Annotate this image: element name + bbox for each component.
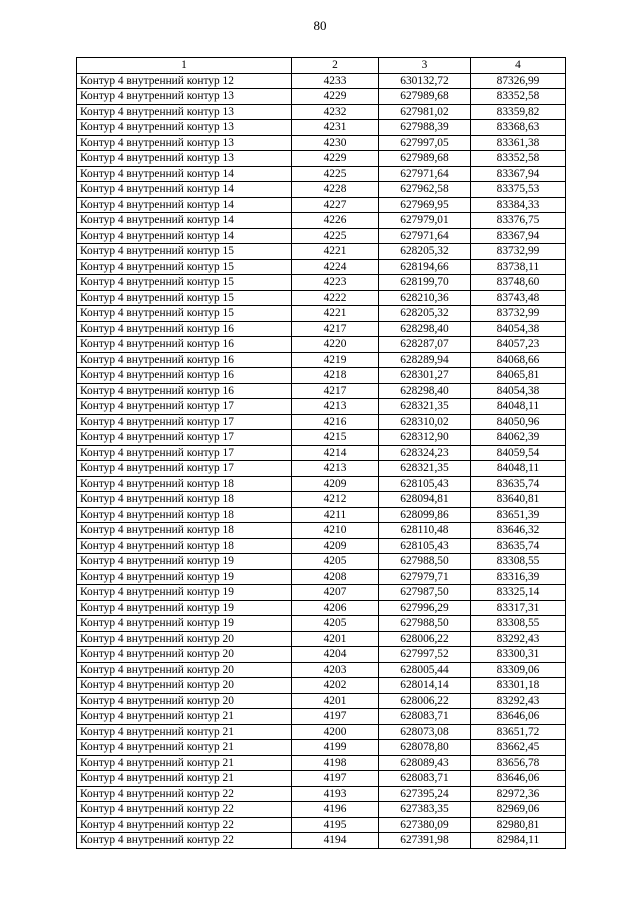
x-coordinate-cell: 627997,05 [379,135,471,151]
y-coordinate-cell: 83352,58 [471,151,566,167]
contour-name-cell: Контур 4 внутренний контур 14 [77,228,292,244]
y-coordinate-cell: 84050,96 [471,414,566,430]
table-row [77,120,566,136]
point-number-cell: 4218 [292,368,379,384]
contour-name-cell: Контур 4 внутренний контур 19 [77,585,292,601]
table-row [77,662,566,678]
contour-name-cell: Контур 4 внутренний контур 16 [77,321,292,337]
point-number-cell: 4221 [292,244,379,260]
y-coordinate-cell: 83384,33 [471,197,566,213]
x-coordinate-cell: 628321,35 [379,399,471,415]
table-row [77,337,566,353]
x-coordinate-cell: 628083,71 [379,709,471,725]
table-row [77,399,566,415]
contour-name-cell: Контур 4 внутренний контур 20 [77,631,292,647]
point-number-cell: 4203 [292,662,379,678]
x-coordinate-cell: 627988,50 [379,554,471,570]
x-coordinate-cell: 628289,94 [379,352,471,368]
contour-name-cell: Контур 4 внутренний контур 17 [77,399,292,415]
contour-name-cell: Контур 4 внутренний контур 15 [77,306,292,322]
point-number-cell: 4194 [292,833,379,849]
x-coordinate-cell: 627988,50 [379,616,471,632]
contour-name-cell: Контур 4 внутренний контур 21 [77,709,292,725]
contour-name-cell: Контур 4 внутренний контур 17 [77,461,292,477]
table-row [77,135,566,151]
column-header-3: 3 [379,58,471,74]
point-number-cell: 4217 [292,321,379,337]
point-number-cell: 4223 [292,275,379,291]
x-coordinate-cell: 628006,22 [379,631,471,647]
y-coordinate-cell: 83309,06 [471,662,566,678]
point-number-cell: 4205 [292,616,379,632]
y-coordinate-cell: 82969,06 [471,802,566,818]
x-coordinate-cell: 628301,27 [379,368,471,384]
y-coordinate-cell: 84059,54 [471,445,566,461]
contour-name-cell: Контур 4 внутренний контур 16 [77,383,292,399]
point-number-cell: 4205 [292,554,379,570]
y-coordinate-cell: 83651,72 [471,724,566,740]
column-header-1: 1 [77,58,292,74]
contour-name-cell: Контур 4 внутренний контур 17 [77,414,292,430]
x-coordinate-cell: 627971,64 [379,228,471,244]
table-row [77,104,566,120]
table-row [77,600,566,616]
contour-name-cell: Контур 4 внутренний контур 14 [77,166,292,182]
table-row [77,228,566,244]
contour-name-cell: Контур 4 внутренний контур 19 [77,600,292,616]
table-row [77,290,566,306]
table-row [77,631,566,647]
y-coordinate-cell: 83743,48 [471,290,566,306]
table-row [77,833,566,849]
x-coordinate-cell: 627989,68 [379,151,471,167]
contour-name-cell: Контур 4 внутренний контур 15 [77,259,292,275]
x-coordinate-cell: 627391,98 [379,833,471,849]
y-coordinate-cell: 84054,38 [471,321,566,337]
point-number-cell: 4208 [292,569,379,585]
y-coordinate-cell: 83367,94 [471,166,566,182]
table-row [77,817,566,833]
contour-name-cell: Контур 4 внутренний контур 18 [77,492,292,508]
y-coordinate-cell: 83646,06 [471,709,566,725]
point-number-cell: 4201 [292,693,379,709]
table-row [77,740,566,756]
table-row [77,616,566,632]
x-coordinate-cell: 628094,81 [379,492,471,508]
contour-name-cell: Контур 4 внутренний контур 21 [77,771,292,787]
point-number-cell: 4213 [292,399,379,415]
contour-name-cell: Контур 4 внутренний контур 16 [77,337,292,353]
contour-name-cell: Контур 4 внутренний контур 15 [77,275,292,291]
contour-name-cell: Контур 4 внутренний контур 20 [77,662,292,678]
table-row [77,213,566,229]
x-coordinate-cell: 628078,80 [379,740,471,756]
y-coordinate-cell: 84054,38 [471,383,566,399]
contour-name-cell: Контур 4 внутренний контур 16 [77,368,292,384]
y-coordinate-cell: 83325,14 [471,585,566,601]
point-number-cell: 4202 [292,678,379,694]
contour-name-cell: Контур 4 внутренний контур 14 [77,182,292,198]
x-coordinate-cell: 627981,02 [379,104,471,120]
x-coordinate-cell: 628205,32 [379,244,471,260]
point-number-cell: 4229 [292,151,379,167]
point-number-cell: 4199 [292,740,379,756]
x-coordinate-cell: 628310,02 [379,414,471,430]
contour-name-cell: Контур 4 внутренний контур 15 [77,290,292,306]
y-coordinate-cell: 83646,06 [471,771,566,787]
y-coordinate-cell: 83651,39 [471,507,566,523]
contour-name-cell: Контур 4 внутренний контур 19 [77,569,292,585]
y-coordinate-cell: 83359,82 [471,104,566,120]
point-number-cell: 4221 [292,306,379,322]
point-number-cell: 4210 [292,523,379,539]
x-coordinate-cell: 627987,50 [379,585,471,601]
x-coordinate-cell: 628083,71 [379,771,471,787]
x-coordinate-cell: 628110,48 [379,523,471,539]
y-coordinate-cell: 87326,99 [471,73,566,89]
y-coordinate-cell: 83376,75 [471,213,566,229]
x-coordinate-cell: 628105,43 [379,476,471,492]
contour-name-cell: Контур 4 внутренний контур 20 [77,678,292,694]
x-coordinate-cell: 628312,90 [379,430,471,446]
point-number-cell: 4232 [292,104,379,120]
y-coordinate-cell: 83732,99 [471,306,566,322]
point-number-cell: 4193 [292,786,379,802]
y-coordinate-cell: 84057,23 [471,337,566,353]
y-coordinate-cell: 83368,63 [471,120,566,136]
x-coordinate-cell: 627962,58 [379,182,471,198]
point-number-cell: 4227 [292,197,379,213]
y-coordinate-cell: 83732,99 [471,244,566,260]
y-coordinate-cell: 83656,78 [471,755,566,771]
table-row [77,368,566,384]
y-coordinate-cell: 83646,32 [471,523,566,539]
contour-name-cell: Контур 4 внутренний контур 21 [77,755,292,771]
table-row [77,709,566,725]
y-coordinate-cell: 82984,11 [471,833,566,849]
contour-name-cell: Контур 4 внутренний контур 12 [77,73,292,89]
table-row [77,771,566,787]
contour-name-cell: Контур 4 внутренний контур 21 [77,740,292,756]
contour-name-cell: Контур 4 внутренний контур 22 [77,786,292,802]
table-row [77,554,566,570]
table-row [77,523,566,539]
x-coordinate-cell: 628321,35 [379,461,471,477]
y-coordinate-cell: 82972,36 [471,786,566,802]
point-number-cell: 4198 [292,755,379,771]
table-row [77,507,566,523]
contour-name-cell: Контур 4 внутренний контур 20 [77,647,292,663]
point-number-cell: 4215 [292,430,379,446]
table-row [77,197,566,213]
y-coordinate-cell: 84048,11 [471,461,566,477]
table-row [77,73,566,89]
x-coordinate-cell: 627383,35 [379,802,471,818]
y-coordinate-cell: 83292,43 [471,693,566,709]
point-number-cell: 4201 [292,631,379,647]
table-row [77,492,566,508]
contour-name-cell: Контур 4 внутренний контур 15 [77,244,292,260]
y-coordinate-cell: 83308,55 [471,616,566,632]
contour-name-cell: Контур 4 внутренний контур 14 [77,213,292,229]
column-header-2: 2 [292,58,379,74]
table-row [77,166,566,182]
table-row [77,383,566,399]
table-row [77,476,566,492]
page-number: 80 [313,18,327,33]
table-row [77,352,566,368]
table-row [77,724,566,740]
x-coordinate-cell: 627979,71 [379,569,471,585]
y-coordinate-cell: 83748,60 [471,275,566,291]
contour-name-cell: Контур 4 внутренний контур 14 [77,197,292,213]
contour-name-cell: Контур 4 внутренний контур 18 [77,523,292,539]
contour-name-cell: Контур 4 внутренний контур 21 [77,724,292,740]
point-number-cell: 4209 [292,538,379,554]
x-coordinate-cell: 628005,44 [379,662,471,678]
contour-name-cell: Контур 4 внутренний контур 18 [77,476,292,492]
y-coordinate-cell: 83635,74 [471,538,566,554]
point-number-cell: 4197 [292,771,379,787]
table-row [77,321,566,337]
point-number-cell: 4219 [292,352,379,368]
point-number-cell: 4230 [292,135,379,151]
point-number-cell: 4200 [292,724,379,740]
x-coordinate-cell: 628194,66 [379,259,471,275]
point-number-cell: 4212 [292,492,379,508]
x-coordinate-cell: 627989,68 [379,89,471,105]
x-coordinate-cell: 627395,24 [379,786,471,802]
point-number-cell: 4224 [292,259,379,275]
y-coordinate-cell: 84062,39 [471,430,566,446]
point-number-cell: 4214 [292,445,379,461]
point-number-cell: 4206 [292,600,379,616]
contour-name-cell: Контур 4 внутренний контур 19 [77,616,292,632]
x-coordinate-cell: 628298,40 [379,321,471,337]
table-row [77,89,566,105]
column-header-4: 4 [471,58,566,74]
x-coordinate-cell: 627988,39 [379,120,471,136]
point-number-cell: 4233 [292,73,379,89]
table-row [77,151,566,167]
y-coordinate-cell: 84048,11 [471,399,566,415]
y-coordinate-cell: 84068,66 [471,352,566,368]
point-number-cell: 4220 [292,337,379,353]
point-number-cell: 4225 [292,228,379,244]
contour-name-cell: Контур 4 внутренний контур 22 [77,802,292,818]
table-row [77,538,566,554]
table-row [77,786,566,802]
table-header-row [77,58,566,74]
contour-name-cell: Контур 4 внутренний контур 18 [77,507,292,523]
point-number-cell: 4209 [292,476,379,492]
y-coordinate-cell: 83375,53 [471,182,566,198]
contour-name-cell: Контур 4 внутренний контур 13 [77,120,292,136]
x-coordinate-cell: 628089,43 [379,755,471,771]
table-row [77,182,566,198]
table-row [77,275,566,291]
y-coordinate-cell: 82980,81 [471,817,566,833]
contour-name-cell: Контур 4 внутренний контур 17 [77,445,292,461]
contour-name-cell: Контур 4 внутренний контур 17 [77,430,292,446]
x-coordinate-cell: 628014,14 [379,678,471,694]
point-number-cell: 4197 [292,709,379,725]
y-coordinate-cell: 83352,58 [471,89,566,105]
x-coordinate-cell: 627979,01 [379,213,471,229]
x-coordinate-cell: 628006,22 [379,693,471,709]
coordinates-table [76,57,566,849]
y-coordinate-cell: 83301,18 [471,678,566,694]
table-row [77,678,566,694]
contour-name-cell: Контур 4 внутренний контур 22 [77,817,292,833]
table-row [77,755,566,771]
contour-name-cell: Контур 4 внутренний контур 13 [77,135,292,151]
point-number-cell: 4195 [292,817,379,833]
y-coordinate-cell: 83662,45 [471,740,566,756]
y-coordinate-cell: 84065,81 [471,368,566,384]
x-coordinate-cell: 627996,29 [379,600,471,616]
x-coordinate-cell: 628099,86 [379,507,471,523]
table-row [77,802,566,818]
table-row [77,647,566,663]
table-row [77,244,566,260]
y-coordinate-cell: 83640,81 [471,492,566,508]
table-row [77,445,566,461]
point-number-cell: 4204 [292,647,379,663]
table-row [77,414,566,430]
point-number-cell: 4231 [292,120,379,136]
x-coordinate-cell: 627997,52 [379,647,471,663]
y-coordinate-cell: 83316,39 [471,569,566,585]
point-number-cell: 4213 [292,461,379,477]
contour-name-cell: Контур 4 внутренний контур 16 [77,352,292,368]
table-row [77,585,566,601]
y-coordinate-cell: 83738,11 [471,259,566,275]
y-coordinate-cell: 83317,31 [471,600,566,616]
contour-name-cell: Контур 4 внутренний контур 18 [77,538,292,554]
contour-name-cell: Контур 4 внутренний контур 20 [77,693,292,709]
x-coordinate-cell: 628298,40 [379,383,471,399]
x-coordinate-cell: 628205,32 [379,306,471,322]
x-coordinate-cell: 628105,43 [379,538,471,554]
point-number-cell: 4216 [292,414,379,430]
contour-name-cell: Контур 4 внутренний контур 13 [77,104,292,120]
y-coordinate-cell: 83635,74 [471,476,566,492]
contour-name-cell: Контур 4 внутренний контур 22 [77,833,292,849]
x-coordinate-cell: 628287,07 [379,337,471,353]
point-number-cell: 4217 [292,383,379,399]
table-row [77,693,566,709]
point-number-cell: 4229 [292,89,379,105]
x-coordinate-cell: 627971,64 [379,166,471,182]
y-coordinate-cell: 83300,31 [471,647,566,663]
coordinates-table-container [76,57,566,849]
table-row [77,430,566,446]
contour-name-cell: Контур 4 внутренний контур 19 [77,554,292,570]
x-coordinate-cell: 628324,23 [379,445,471,461]
point-number-cell: 4226 [292,213,379,229]
point-number-cell: 4225 [292,166,379,182]
y-coordinate-cell: 83308,55 [471,554,566,570]
point-number-cell: 4228 [292,182,379,198]
point-number-cell: 4211 [292,507,379,523]
point-number-cell: 4207 [292,585,379,601]
contour-name-cell: Контур 4 внутренний контур 13 [77,89,292,105]
x-coordinate-cell: 630132,72 [379,73,471,89]
x-coordinate-cell: 628073,08 [379,724,471,740]
point-number-cell: 4196 [292,802,379,818]
x-coordinate-cell: 628210,36 [379,290,471,306]
x-coordinate-cell: 628199,70 [379,275,471,291]
table-row [77,569,566,585]
table-row [77,306,566,322]
table-row [77,259,566,275]
point-number-cell: 4222 [292,290,379,306]
table-body [77,73,566,848]
y-coordinate-cell: 83292,43 [471,631,566,647]
x-coordinate-cell: 627380,09 [379,817,471,833]
y-coordinate-cell: 83367,94 [471,228,566,244]
y-coordinate-cell: 83361,38 [471,135,566,151]
x-coordinate-cell: 627969,95 [379,197,471,213]
table-row [77,461,566,477]
contour-name-cell: Контур 4 внутренний контур 13 [77,151,292,167]
